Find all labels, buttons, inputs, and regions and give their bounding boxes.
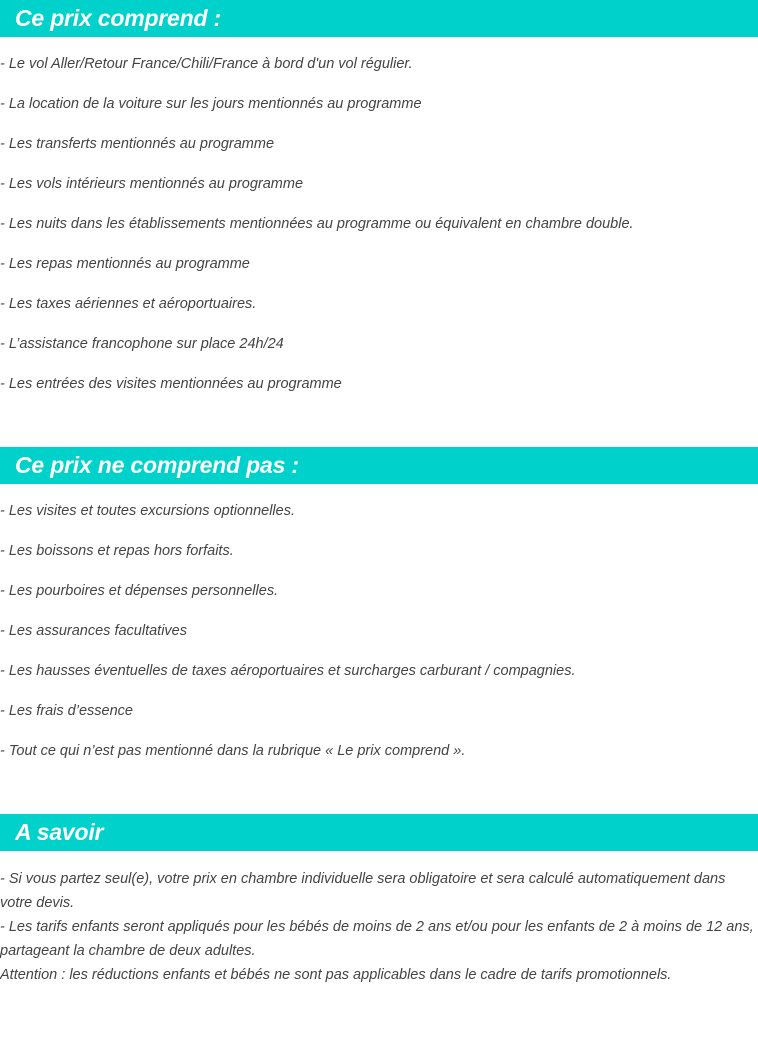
info-line: Attention : les réductions enfants et bébés ne sont pas applicables dans le cadre de tarifs promotionnels. (0, 967, 672, 983)
list-item: - Les transferts mentionnés au programme (0, 136, 275, 152)
list-item: - Tout ce qui n’est pas mentionné dans la rubrique « Le prix comprend ». (0, 743, 466, 759)
info-line: - Les tarifs enfants seront appliqués pour les bébés de moins de 2 ans et/ou pour les enfants de 2 à moins de 12 ans, partageant la chambre de deux adultes. (0, 919, 754, 959)
list-item: - Les assurances facultatives (0, 623, 187, 639)
excluded-header (0, 447, 758, 484)
list-item: - Les taxes aériennes et aéroportuaires. (0, 296, 257, 312)
list-item: - Les visites et toutes excursions optionnelles. (0, 503, 295, 519)
list-item: - Les pourboires et dépenses personnelles. (0, 583, 279, 599)
list-item: - Les frais d’essence (0, 703, 133, 719)
list-item: - Le vol Aller/Retour France/Chili/France à bord d'un vol régulier. (0, 56, 413, 72)
list-item: - L’assistance francophone sur place 24h/24 (0, 336, 284, 352)
list-item: - Les repas mentionnés au programme (0, 256, 250, 272)
info-body (0, 867, 758, 987)
list-item: - Les entrées des visites mentionnées au programme (0, 376, 342, 392)
list-item: - Les boissons et repas hors forfaits. (0, 543, 234, 559)
info-title: A savoir (15, 819, 104, 845)
info-section (0, 814, 758, 983)
excluded-title: Ce prix ne comprend pas : (15, 452, 299, 478)
included-section (0, 0, 758, 392)
info-line: - Si vous partez seul(e), votre prix en chambre individuelle sera obligatoire et sera calculé automatiquement dans votre devis. (0, 871, 726, 911)
list-item: - La location de la voiture sur les jours mentionnés au programme (0, 96, 422, 112)
list-item: - Les vols intérieurs mentionnés au programme (0, 176, 304, 192)
included-header (0, 0, 758, 37)
info-header (0, 814, 758, 851)
list-item: - Les hausses éventuelles de taxes aéroportuaires et surcharges carburant / compagnies. (0, 663, 576, 679)
list-item: - Les nuits dans les établissements mentionnées au programme ou équivalent en chambre double. (0, 216, 634, 232)
excluded-section (0, 447, 758, 759)
included-title: Ce prix comprend : (15, 5, 221, 31)
